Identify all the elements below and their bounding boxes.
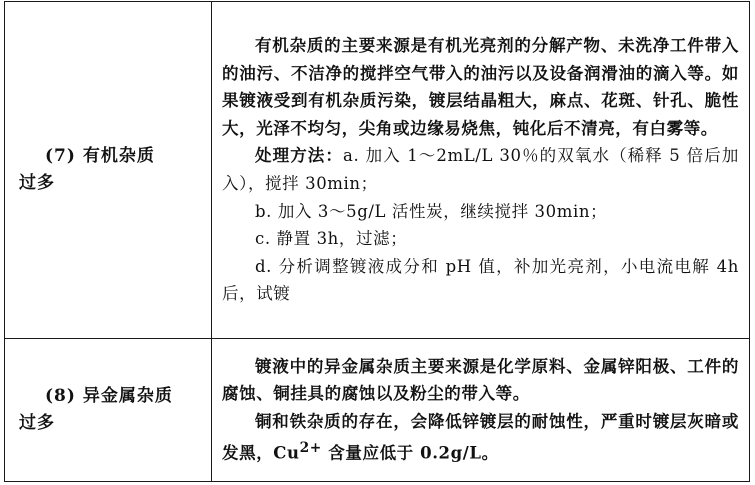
source-paragraph: 镀液中的异金属杂质主要来源是化学原料、金属锌阳极、工件的腐蚀、铜挂具的腐蚀以及粉尘的带入等。 [222,356,739,404]
row-label-cell [5,2,212,339]
effect-text-limit: 含量应低于 0.2g/L。 [321,443,499,463]
effect-text: 铜和铁杂质的存在，会降低锌镀层的耐蚀性，严重时镀层灰暗或发黑，Cu [222,411,739,463]
row-label-line2: 过多 [19,413,55,433]
row-label-cell [5,339,212,482]
step-c: c. 静置 3h，过滤； [255,229,408,249]
table-row [5,339,750,482]
row-label-line2: 过多 [19,173,55,193]
row-label-line1: (8) 异金属杂质 [45,386,173,406]
effect-paragraph [222,408,739,468]
step-b: b. 加入 3～5g/L 活性炭，继续搅拌 30min； [255,201,608,221]
step-d: d. 分析调整镀液成分和 pH 值，补加光亮剂，小电流电解 4h 后，试镀 [222,256,739,304]
row-content-cell [212,339,750,482]
impurity-table [4,1,750,482]
table-row [5,2,750,339]
row-content-cell [212,2,750,339]
row-label-line1: (7) 有机杂质 [45,146,155,166]
method-paragraph [222,142,739,197]
ion-charge-superscript: 2+ [299,440,322,457]
step-a: a. 加入 1～2mL/L 30％的双氧水（稀释 5 倍后加入），搅拌 30min； [222,146,739,193]
method-label: 处理方法： [255,146,344,166]
intro-paragraph: 有机杂质的主要来源是有机光亮剂的分解产物、未洗净工件带入的油污、不洁净的搅拌空气带入的油污以及设备润滑油的滴入等。如果镀液受到有机杂质污染，镀层结晶粗大，麻点、花斑、针孔、脆性大，光泽不均匀，尖角或边缘易烧焦，钝化后不清亮，有白雾等。 [222,36,739,138]
